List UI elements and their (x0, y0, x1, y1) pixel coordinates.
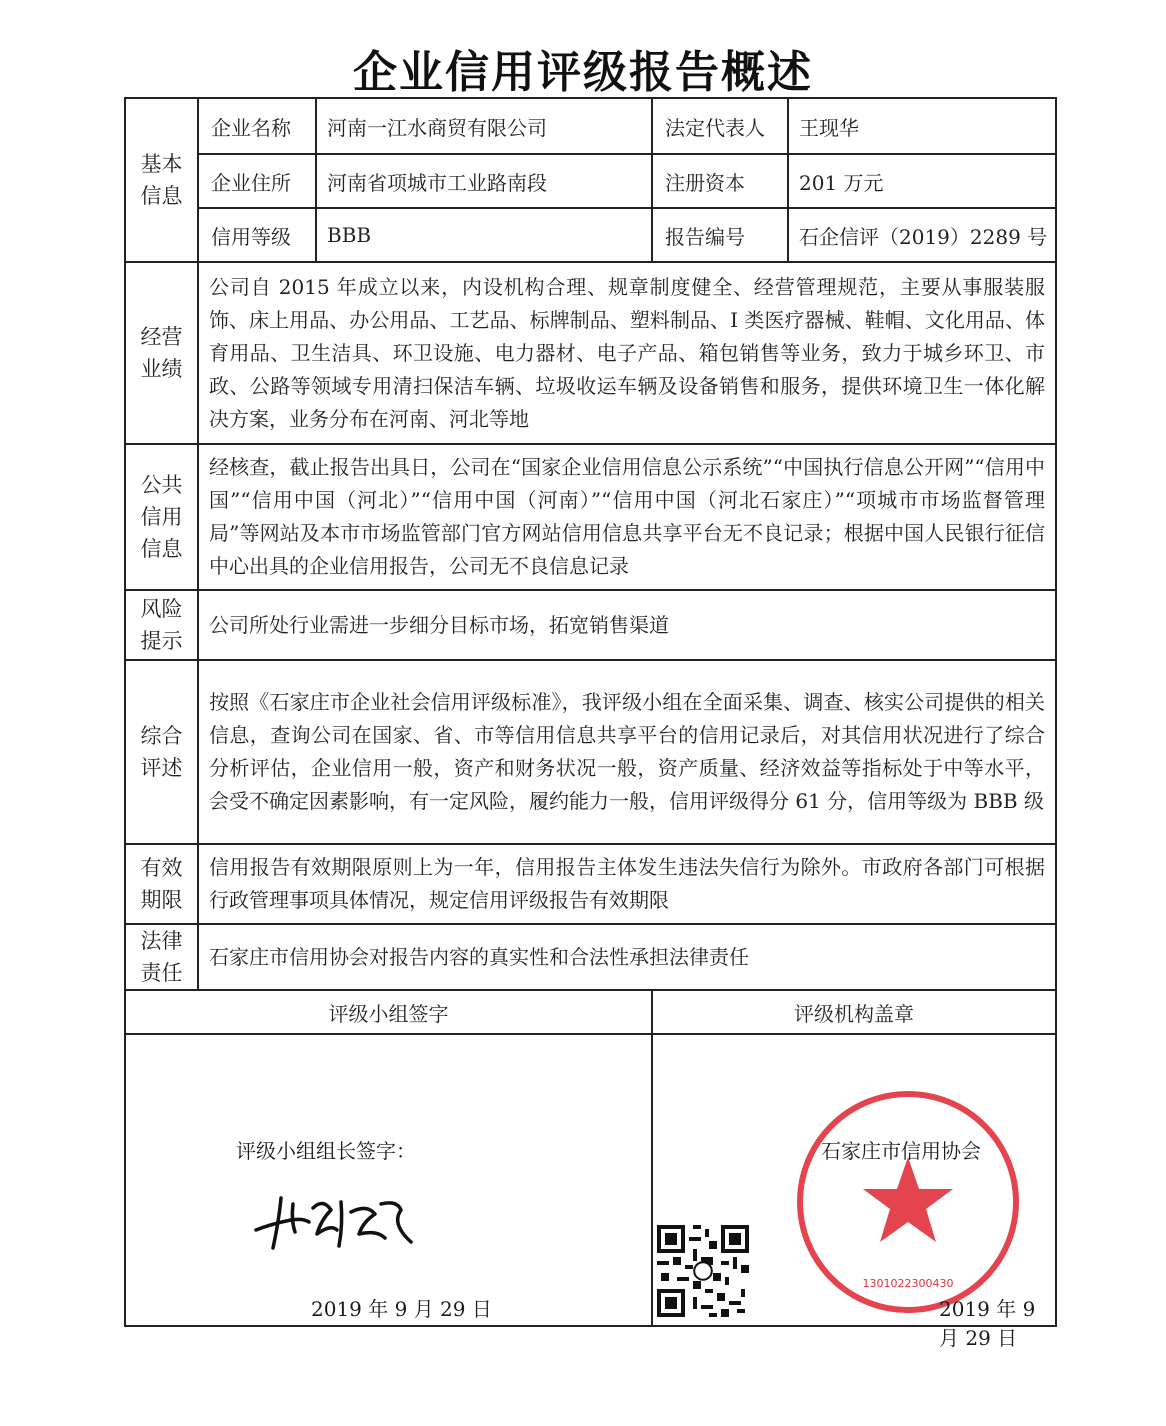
handwritten-signature (251, 1190, 421, 1260)
leader-signature-label: 评级小组组长签字： (236, 1139, 416, 1163)
section-label-public-credit: 公共 信用 信息 (125, 444, 198, 590)
qr-code (653, 1221, 753, 1321)
business-text: 公司自 2015 年成立以来，内设机构合理、规章制度健全、经营管理规范，主要从事服装服饰、床上用品、办公用品、工艺品、标牌制品、塑料制品、I 类医疗器械、鞋帽、文化用品、体育用品、卫生洁具、环卫设施、电力器材、电子产品、箱包销售等业务，致力于城乡环卫、市政、公路等领域专用清扫保洁车辆、垃圾收运车辆及设备销售和服务，提供环境卫生一体化解决方案，业务分布在河南、河北等地 (198, 262, 1056, 444)
page-title: 企业信用评级报告概述 (353, 47, 813, 98)
org-seal-area (652, 1034, 1056, 1350)
legal-text: 石家庄市信用协会对报告内容的真实性和合法性承担法律责任 (198, 924, 1056, 990)
seal-number: 1301022300430 (862, 1277, 954, 1290)
section-label-basic: 基本 信息 (125, 98, 198, 262)
section-label-risk: 风险 提示 (125, 590, 198, 660)
team-signature-area (125, 1034, 652, 1326)
section-label-summary: 综合 评述 (125, 660, 198, 844)
org-seal-header: 评级机构盖章 (652, 990, 1056, 1034)
report-no-value: 石企信评（2019）2289 号 (788, 208, 1056, 262)
address-value: 河南省项城市工业路南段 (316, 154, 652, 208)
official-seal (793, 1087, 1023, 1317)
legal-rep-value: 王现华 (788, 98, 1056, 154)
team-signature-header: 评级小组签字 (125, 990, 652, 1034)
section-label-business: 经营 业绩 (125, 262, 198, 444)
report-no-label: 报告编号 (652, 208, 788, 262)
section-label-legal: 法律 责任 (125, 924, 198, 990)
company-name-value: 河南一江水商贸有限公司 (316, 98, 652, 154)
legal-rep-label: 法定代表人 (652, 98, 788, 154)
capital-label: 注册资本 (652, 154, 788, 208)
risk-text: 公司所处行业需进一步细分目标市场，拓宽销售渠道 (198, 590, 1056, 660)
public-credit-text: 经核查，截止报告出具日，公司在“国家企业信用信息公示系统”“中国执行信息公开网”“信用中国”“信用中国（河北）”“信用中国（河南）”“信用中国（河北石家庄）”“项城市市场监督管理局”等网站及本市市场监管部门官方网站信用信息共享平台无不良记录；根据中国人民银行征信中心出具的企业信用报告，公司无不良信息记录 (198, 444, 1056, 590)
org-name: 石家庄市信用协会 (821, 1139, 981, 1163)
org-seal-date: 2019 年 9 月 29 日 (939, 1297, 1036, 1350)
summary-text: 按照《石家庄市企业社会信用评级标准》，我评级小组在全面采集、调查、核实公司提供的相关信息，查询公司在国家、省、市等信用信息共享平台的信用记录后，对其信用状况进行了综合分析评估，企业信用一般，资产和财务状况一般，资产质量、经济效益等指标处于中等水平，会受不确定因素影响，有一定风险，履约能力一般，信用评级得分 61 分，信用等级为 BBB 级 (198, 660, 1056, 844)
grade-value: BBB (316, 208, 652, 262)
report-table (124, 97, 1057, 1350)
validity-text: 信用报告有效期限原则上为一年，信用报告主体发生违法失信行为除外。市政府各部门可根据行政管理事项具体情况，规定信用评级报告有效期限 (198, 844, 1056, 924)
grade-label: 信用等级 (198, 208, 316, 262)
team-sign-date: 2019 年 9 月 29 日 (311, 1297, 492, 1321)
address-label: 企业住所 (198, 154, 316, 208)
capital-value: 201 万元 (788, 154, 1056, 208)
section-label-validity: 有效 期限 (125, 844, 198, 924)
company-name-label: 企业名称 (198, 98, 316, 154)
